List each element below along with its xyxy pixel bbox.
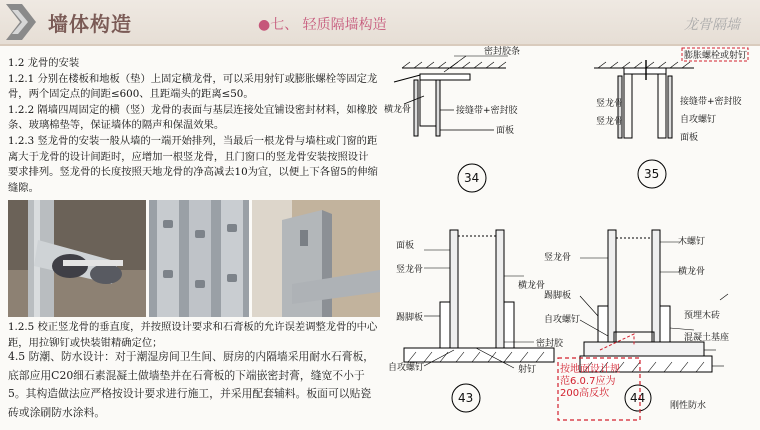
d35-label-stud2: 竖龙骨 [596,117,624,127]
d44-label-wood-block: 预埋木砖 [684,311,721,321]
d43-label-screw: 自攻螺钉 [388,363,425,373]
chevron-logo-icon [4,2,38,42]
d44-label-rigid-waterproof: 刚性防水 [670,401,707,411]
brand-label: 龙骨隔墙 [684,17,740,33]
d35-label-joint-tape: 接缝带+密封胶 [680,97,742,107]
stud-corner-photo [252,200,380,317]
detail-35 [594,48,748,188]
d35-label-anchor: 膨胀螺栓或射钉 [684,51,748,61]
stud-rails-photo [149,200,249,317]
detail-34 [384,46,520,192]
d34-label-sealant-strip: 密封胶条 [484,47,521,57]
verticality-text: 1.2.5 校正竖龙骨的垂直度，并按照设计要求和石膏板的允许误差调整龙骨的中心距，用拉铆钉或快装钳精确定位； [8,321,378,349]
d43-label-stud: 竖龙骨 [396,265,424,275]
d44-label-skirting: 踢脚板 [544,291,572,301]
d35-number: 35 [644,167,660,181]
section-heading: ●七、 轻质隔墙构造 [258,17,387,33]
d44-label-wood-screw: 木螺钉 [678,237,706,247]
d35-label-screw: 自攻螺钉 [680,115,717,125]
design-code-annotation: 按地面设计规范6.0.7应为200高反坎 [560,364,620,399]
d43-number: 43 [458,391,474,405]
d44-label-runner: 横龙骨 [678,267,706,277]
installation-text: 1.2 龙骨的安装 1.2.1 分别在楼板和地板（垫）上固定横龙骨，可以采用射钉或膨胀螺栓等固定龙骨，两个固定点的间距≤600、且距端头的距离≤50。 1.2.2 隔墙四周固定的横（竖）龙骨的表面与基层连接处宜铺设密封材料，如橡胶条、玻璃棉垫等，保证墙体的隔声和保温效果。 1.2.3 竖龙骨的安装一般从墙的一端开始排列，当最后一根龙骨与墙柱或门窗的距离大于龙骨的设计间距时，应增加一根竖龙骨，且门窗口的竖龙骨安装按照设计要求排列。竖龙骨的长度按照天地龙骨的净高减去10为宜，以便上下各留5的伸缩缝隙。 [8,57,378,194]
d44-label-stud: 竖龙骨 [544,253,572,263]
d43-label-sealant: 密封胶 [536,339,564,349]
d43-label-panel: 面板 [396,241,415,251]
d34-number: 34 [464,171,480,185]
d44-number: 44 [630,391,646,405]
d43-label-runner: 横龙骨 [518,281,546,291]
d43-label-skirting: 踢脚板 [396,313,424,323]
page-title: 墙体构造 [48,12,132,36]
d44-label-concrete-base: 混凝土基座 [684,333,730,343]
detail-43 [388,230,564,412]
header-bar [0,0,760,44]
d43-label-nail: 射钉 [518,365,537,375]
d44-label-screw: 自攻螺钉 [544,315,581,325]
stud-clamp-photo [8,200,146,317]
d34-label-panel: 面板 [496,126,515,136]
d35-label-stud: 竖龙骨 [596,99,624,109]
d35-label-panel: 面板 [680,133,699,143]
d34-label-joint-tape: 接缝带+密封胶 [456,106,518,116]
d34-label-runner: 横龙骨 [384,105,412,115]
moisture-proof-text: 4.5 防潮、防水设计：对于潮湿房间卫生间、厨房的内隔墙采用耐水石膏板，底部应用C20细石素混凝土做墙垫并在石膏板的下端嵌密封膏，缝宽不小于5。其构造做法应严格按设计要求进行施工，并采用配套辅料。板面可以贴瓷砖或涂刷防水涂料。 [8,350,375,419]
